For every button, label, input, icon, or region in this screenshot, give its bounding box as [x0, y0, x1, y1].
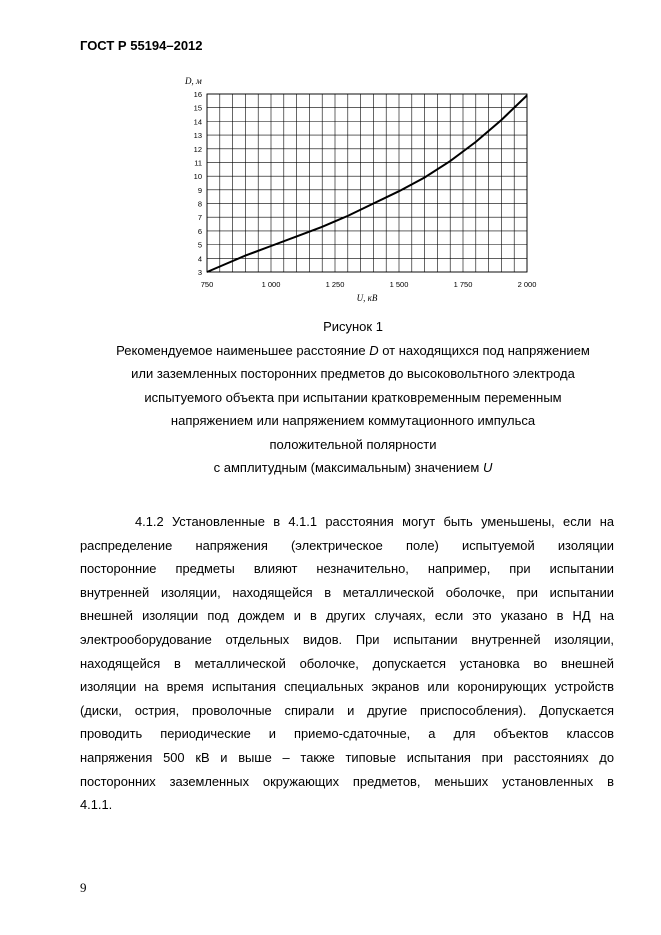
- figure-label: Рисунок 1: [323, 319, 383, 334]
- y-tick-label: 7: [197, 213, 202, 223]
- y-tick-label: 13: [193, 131, 202, 141]
- paragraph-line: изоляции на время испытания специальных экранов или коронирующих устройств: [80, 679, 614, 695]
- distance-voltage-chart: [175, 70, 545, 305]
- paragraph-4-1-2: [80, 510, 614, 817]
- paragraph-line: посторонние предметы влияют незначительно, например, при испытании: [80, 561, 614, 577]
- paragraph-line: внутренней изоляции, находящейся в металлической оболочке, при испытании: [80, 584, 614, 600]
- y-tick-label: 10: [193, 172, 202, 182]
- paragraph-line: 4.1.1.: [80, 797, 113, 813]
- paragraph-line: внешней изоляции под дождем и в других случаях, если это указано в НД на: [80, 608, 614, 624]
- paragraph-line: 4.1.2 Установленные в 4.1.1 расстояния могут быть уменьшены, если на: [135, 514, 614, 529]
- caption-line-6: с амплитудным (максимальным) значением U: [213, 460, 493, 475]
- y-tick-label: 9: [197, 185, 202, 195]
- paragraph-line: находящейся в металлической оболочке, допускается установка во внешней: [80, 655, 614, 671]
- y-tick-label: 8: [197, 199, 202, 209]
- x-tick-label: 1 750: [453, 280, 473, 289]
- figure-caption: [60, 315, 646, 480]
- caption-line-2: или заземленных посторонних предметов до высоковольтного электрода: [131, 366, 575, 381]
- caption-line-5: положительной полярности: [269, 436, 437, 452]
- y-tick-label: 3: [197, 268, 202, 277]
- x-tick-label: 750: [200, 280, 214, 289]
- x-axis-label: U, кВ: [356, 293, 378, 303]
- y-tick-label: 5: [197, 240, 202, 250]
- y-tick-label: 4: [197, 254, 202, 264]
- caption-line-4: напряжением или напряжением коммутационного импульса: [170, 413, 536, 428]
- y-tick-label: 11: [194, 158, 202, 168]
- y-tick-label: 15: [193, 103, 202, 113]
- plot-frame: [207, 94, 527, 272]
- x-tick-label: 1 500: [389, 280, 409, 289]
- y-axis-label: D, м: [185, 76, 202, 86]
- paragraph-line: распределение напряжения (электрическое поле) испытуемой изоляции: [80, 537, 614, 553]
- paragraph-line: электрооборудование отдельных видов. При испытании внутренней изоляции,: [80, 631, 614, 647]
- caption-line-1: Рекомендуемое наименьшее расстояние D от находящихся под напряжением: [116, 342, 590, 358]
- chart-grid: [207, 94, 527, 272]
- document-header: ГОСТ Р 55194–2012: [80, 38, 203, 53]
- y-tick-label: 12: [193, 144, 202, 154]
- paragraph-line: (диски, острия, проволочные спирали и другие приспособления). Допускается: [80, 702, 614, 718]
- caption-line-3: испытуемого объекта при испытании кратковременным переменным: [144, 389, 562, 405]
- page-number: 9: [80, 880, 87, 895]
- x-tick-label: 1 250: [325, 280, 345, 289]
- y-tick-label: 6: [197, 226, 202, 236]
- x-tick-label: 1 000: [261, 280, 281, 289]
- series-line: [207, 95, 527, 272]
- y-tick-label: 14: [193, 117, 202, 127]
- chart-ticks: [194, 90, 537, 289]
- y-tick-label: 16: [193, 90, 202, 99]
- paragraph-line: проводить периодические и приемо-сдаточные, а для объектов классов: [80, 726, 614, 742]
- paragraph-line: посторонних заземленных окружающих предметов, меньших установленных в: [80, 773, 614, 789]
- paragraph-line: напряжения 500 кВ и выше – также типовые испытания при расстояниях до: [80, 749, 614, 765]
- x-tick-label: 2 000: [517, 280, 537, 289]
